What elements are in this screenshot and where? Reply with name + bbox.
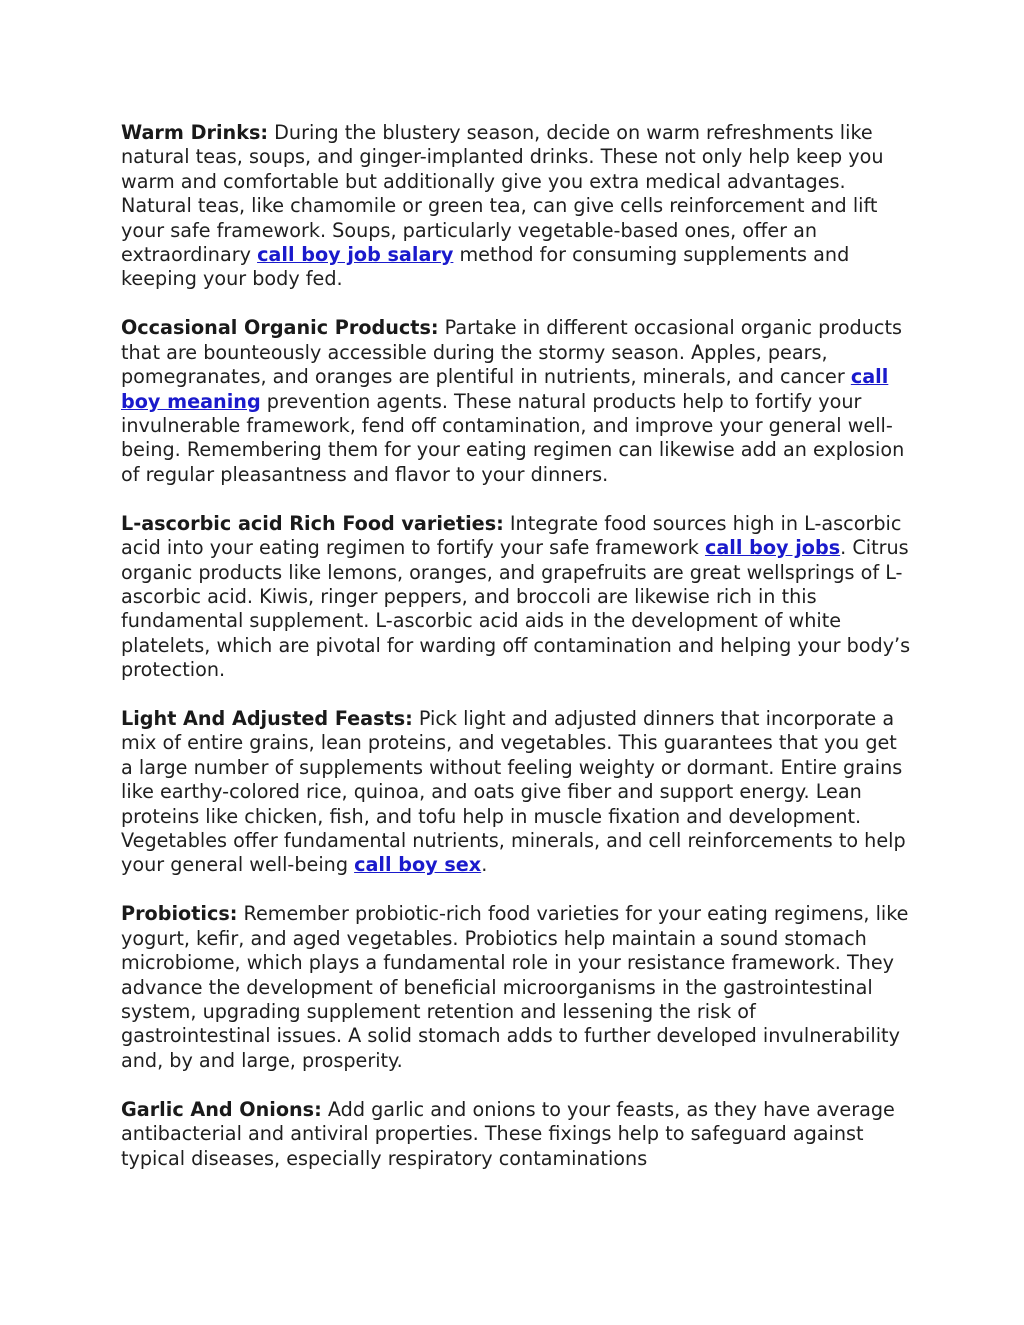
paragraph-text: method for consuming supplements and keeping your body fed. bbox=[121, 243, 850, 291]
paragraph-heading: L-ascorbic acid Rich Food varieties: bbox=[121, 511, 504, 535]
paragraph-garlic-onions bbox=[121, 1098, 911, 1171]
document-page bbox=[121, 121, 911, 1195]
paragraph-text: . bbox=[481, 853, 488, 877]
paragraph-probiotics bbox=[121, 902, 911, 1073]
paragraph-warm-drinks bbox=[121, 121, 911, 292]
call-boy-jobs-link[interactable]: call boy jobs bbox=[704, 536, 841, 560]
paragraph-occasional-organic-products bbox=[121, 316, 911, 487]
paragraph-text: During the blustery season, decide on warm refreshments like natural teas, soups, and ginger-implanted drinks. These not only help keep you warm and comfortable but additionally give you extra medical advantages. Natural teas, like chamomile or green tea, can give cells reinforcement and lift your safe framework. Soups, particularly vegetable-based ones, offer an extraordinary bbox=[121, 121, 884, 267]
paragraph-heading: Warm Drinks: bbox=[121, 121, 269, 144]
paragraph-heading: Light And Adjusted Feasts: bbox=[121, 707, 413, 731]
paragraph-text: Add garlic and onions to your feasts, as they have average antibacterial and antiviral properties. These fixings help to safeguard against typical diseases, especially respiratory contaminations bbox=[121, 1097, 895, 1170]
paragraph-text: Remember probiotic-rich food varieties for your eating regimens, like yogurt, kefir, and aged vegetables. Probiotics help maintain a sound stomach microbiome, which plays a fundamental role in your resistance framework. They advance the development of beneficial microorganisms in the gastrointestinal system, upgrading supplement retention and lessening the risk of gastrointestinal issues. A solid stomach adds to further developed invulnerability and, by and large, prosperity. bbox=[121, 902, 909, 1072]
call-boy-meaning-link[interactable]: call boy meaning bbox=[121, 365, 889, 413]
paragraph-text: Integrate food sources high in L-ascorbic acid into your eating regimen to fortify your safe framework bbox=[121, 511, 902, 560]
paragraph-text: prevention agents. These natural products help to fortify your invulnerable framework, fend off contamination, and improve your general well-being. Remembering them for your eating regimen can likewise add an explosion of regular pleasantness and flavor to your dinners. bbox=[121, 389, 905, 486]
paragraph-light-adjusted-feasts bbox=[121, 707, 911, 878]
paragraph-l-ascorbic-acid bbox=[121, 512, 911, 683]
call-boy-sex-link[interactable]: call boy sex bbox=[354, 853, 482, 877]
paragraph-heading: Garlic And Onions: bbox=[121, 1097, 322, 1121]
paragraph-text: Partake in different occasional organic products that are bounteously accessible during the stormy season. Apples, pears, pomegranates, and oranges are plentiful in nutrients, minerals, and cancer bbox=[121, 316, 902, 389]
paragraph-heading: Probiotics: bbox=[121, 902, 238, 926]
call-boy-job-salary-link[interactable]: call boy job salary bbox=[257, 243, 454, 267]
paragraph-heading: Occasional Organic Products: bbox=[121, 316, 439, 340]
paragraph-text: Pick light and adjusted dinners that incorporate a mix of entire grains, lean proteins, and vegetables. This guarantees that you get a large number of supplements without feeling weighty or dormant. Entire grains like earthy-colored rice, quinoa, and oats give fiber and support energy. Lean proteins like chicken, fish, and tofu help in muscle fixation and development. Vegetables offer fundamental nutrients, minerals, and cell reinforcements to help your general well-being bbox=[121, 707, 906, 877]
paragraph-text: . Citrus organic products like lemons, oranges, and grapefruits are great wellsprings of L-ascorbic acid. Kiwis, ringer peppers, and broccoli are likewise rich in this fundamental supplement. L-ascorbic acid aids in the development of white platelets, which are pivotal for warding off contamination and helping your body’s protection. bbox=[121, 536, 911, 682]
